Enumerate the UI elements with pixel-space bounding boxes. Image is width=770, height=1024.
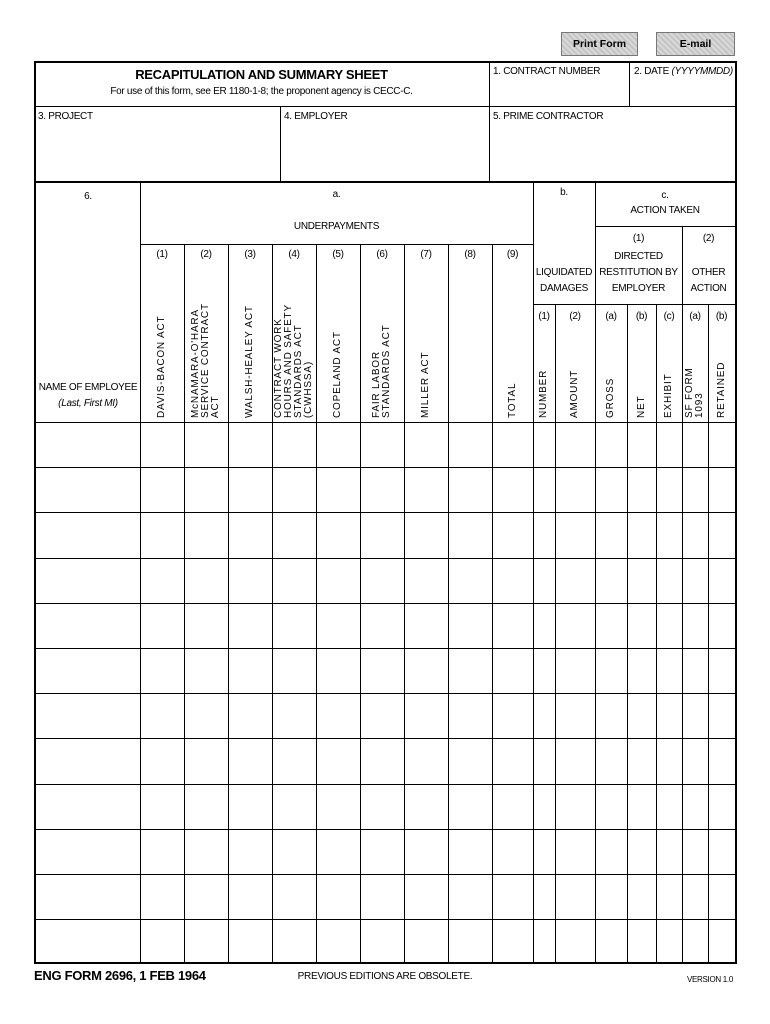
amount-field[interactable] <box>492 558 533 603</box>
rule-line <box>280 106 281 181</box>
amount-field[interactable] <box>533 829 555 874</box>
amount-field[interactable] <box>228 874 272 919</box>
employee-name-field[interactable] <box>36 919 140 964</box>
amount-field[interactable] <box>656 829 682 874</box>
email-button[interactable]: E-mail <box>656 32 735 56</box>
rule-line <box>489 61 490 182</box>
employee-name-field[interactable] <box>36 422 140 467</box>
underpayment-col-label: DAVIS-BACON ACT <box>156 315 167 418</box>
amount-field[interactable] <box>316 919 360 964</box>
amount-field[interactable] <box>404 874 448 919</box>
amount-field[interactable] <box>140 693 184 738</box>
amount-field[interactable] <box>595 512 627 557</box>
amount-field[interactable] <box>184 512 228 557</box>
amount-field[interactable] <box>595 738 627 783</box>
amount-field[interactable] <box>492 512 533 557</box>
amount-field[interactable] <box>595 693 627 738</box>
employee-name-field[interactable] <box>36 874 140 919</box>
amount-field[interactable] <box>140 784 184 829</box>
underpayments-label: UNDERPAYMENTS <box>293 221 380 232</box>
amount-field[interactable] <box>360 512 404 557</box>
amount-field[interactable] <box>682 512 708 557</box>
rule-line <box>533 304 735 305</box>
action-col-label: SF FORM 1093 <box>684 367 705 418</box>
section-6-label: 6. <box>84 191 92 202</box>
amount-field[interactable] <box>656 784 682 829</box>
name-format-label: (Last, First MI) <box>58 398 118 409</box>
amount-field[interactable] <box>360 603 404 648</box>
amount-field[interactable] <box>492 648 533 693</box>
amount-field[interactable] <box>555 422 595 467</box>
form-id: ENG FORM 2696, 1 FEB 1964 <box>34 968 206 983</box>
amount-field[interactable] <box>708 874 735 919</box>
amount-field[interactable] <box>448 784 492 829</box>
amount-field[interactable] <box>682 874 708 919</box>
amount-field[interactable] <box>316 603 360 648</box>
amount-field[interactable] <box>555 829 595 874</box>
amount-field[interactable] <box>360 829 404 874</box>
employee-name-field[interactable] <box>36 829 140 874</box>
amount-field[interactable] <box>184 874 228 919</box>
amount-field[interactable] <box>228 422 272 467</box>
other-action-num: (2) <box>702 233 715 244</box>
amount-field[interactable] <box>360 693 404 738</box>
underpayment-col-label: FAIR LABOR STANDARDS ACT <box>371 324 392 418</box>
amount-field[interactable] <box>682 467 708 512</box>
amount-field[interactable] <box>627 467 656 512</box>
employee-name-field[interactable] <box>36 467 140 512</box>
section-b-label: b. <box>560 187 568 198</box>
amount-field[interactable] <box>533 558 555 603</box>
amount-field[interactable] <box>533 784 555 829</box>
amount-field[interactable] <box>708 919 735 964</box>
underpayment-col-num: (7) <box>420 249 432 260</box>
amount-field[interactable] <box>404 919 448 964</box>
amount-field[interactable] <box>492 784 533 829</box>
amount-field[interactable] <box>708 693 735 738</box>
amount-field[interactable] <box>682 919 708 964</box>
amount-field[interactable] <box>404 693 448 738</box>
amount-field[interactable] <box>140 919 184 964</box>
print-form-button[interactable]: Print Form <box>561 32 638 56</box>
amount-field[interactable] <box>682 422 708 467</box>
amount-field[interactable] <box>595 467 627 512</box>
amount-field[interactable] <box>627 874 656 919</box>
contract-number-field[interactable] <box>491 78 629 106</box>
damages-col-num: (1) <box>538 311 550 322</box>
amount-field[interactable] <box>595 874 627 919</box>
amount-field[interactable] <box>448 874 492 919</box>
amount-field[interactable] <box>595 648 627 693</box>
action-taken-label: ACTION TAKEN <box>630 205 700 216</box>
employee-name-field[interactable] <box>36 512 140 557</box>
amount-field[interactable] <box>272 512 316 557</box>
amount-field[interactable] <box>272 558 316 603</box>
underpayment-col-label: CONTRACT WORK HOURS AND SAFETY STANDARDS ACT (CWHSSA) <box>273 304 314 418</box>
amount-field[interactable] <box>492 693 533 738</box>
amount-field[interactable] <box>140 467 184 512</box>
amount-field[interactable] <box>316 467 360 512</box>
employee-name-field[interactable] <box>36 603 140 648</box>
amount-field[interactable] <box>272 648 316 693</box>
employee-name-field[interactable] <box>36 558 140 603</box>
amount-field[interactable] <box>228 467 272 512</box>
amount-field[interactable] <box>595 784 627 829</box>
amount-field[interactable] <box>627 693 656 738</box>
amount-field[interactable] <box>627 603 656 648</box>
underpayment-col-label: COPELAND ACT <box>332 331 343 418</box>
amount-field[interactable] <box>708 422 735 467</box>
amount-field[interactable] <box>627 512 656 557</box>
amount-field[interactable] <box>140 422 184 467</box>
amount-field[interactable] <box>448 738 492 783</box>
amount-field[interactable] <box>656 467 682 512</box>
action-col-num: (a) <box>605 311 617 322</box>
amount-field[interactable] <box>682 558 708 603</box>
amount-field[interactable] <box>404 467 448 512</box>
amount-field[interactable] <box>555 603 595 648</box>
amount-field[interactable] <box>492 467 533 512</box>
amount-field[interactable] <box>360 874 404 919</box>
amount-field[interactable] <box>533 512 555 557</box>
amount-field[interactable] <box>708 648 735 693</box>
amount-field[interactable] <box>708 603 735 648</box>
amount-field[interactable] <box>228 784 272 829</box>
directed-restitution-label: DIRECTED RESTITUTION BY EMPLOYER <box>599 251 678 294</box>
amount-field[interactable] <box>228 648 272 693</box>
amount-field[interactable] <box>533 422 555 467</box>
amount-field[interactable] <box>627 738 656 783</box>
amount-field[interactable] <box>140 512 184 557</box>
amount-field[interactable] <box>627 784 656 829</box>
amount-field[interactable] <box>656 738 682 783</box>
action-col-num: (a) <box>689 311 701 322</box>
amount-field[interactable] <box>448 829 492 874</box>
amount-field[interactable] <box>360 467 404 512</box>
amount-field[interactable] <box>404 422 448 467</box>
amount-field[interactable] <box>448 512 492 557</box>
project-field[interactable] <box>36 124 279 180</box>
amount-field[interactable] <box>140 603 184 648</box>
underpayment-col-label: MILLER ACT <box>420 351 431 418</box>
amount-field[interactable] <box>316 693 360 738</box>
amount-field[interactable] <box>682 603 708 648</box>
action-col-num: (c) <box>663 311 675 322</box>
underpayment-col-label: McNAMARA-O'HARA SERVICE CONTRACT ACT <box>190 303 221 418</box>
amount-field[interactable] <box>492 919 533 964</box>
form-title: RECAPITULATION AND SUMMARY SHEET <box>135 67 388 82</box>
amount-field[interactable] <box>595 829 627 874</box>
underpayment-col-num: (2) <box>200 249 212 260</box>
amount-field[interactable] <box>448 558 492 603</box>
amount-field[interactable] <box>533 693 555 738</box>
amount-field[interactable] <box>316 648 360 693</box>
amount-field[interactable] <box>627 648 656 693</box>
action-col-num: (b) <box>635 311 648 322</box>
amount-field[interactable] <box>492 874 533 919</box>
amount-field[interactable] <box>533 738 555 783</box>
amount-field[interactable] <box>404 512 448 557</box>
amount-field[interactable] <box>555 648 595 693</box>
amount-field[interactable] <box>360 919 404 964</box>
amount-field[interactable] <box>555 467 595 512</box>
amount-field[interactable] <box>492 829 533 874</box>
underpayment-col-num: (5) <box>332 249 344 260</box>
amount-field[interactable] <box>448 603 492 648</box>
amount-field[interactable] <box>555 874 595 919</box>
underpayment-col-label: WALSH-HEALEY ACT <box>244 305 255 418</box>
amount-field[interactable] <box>627 919 656 964</box>
amount-field[interactable] <box>656 558 682 603</box>
amount-field[interactable] <box>533 467 555 512</box>
underpayment-col-num: (3) <box>244 249 256 260</box>
amount-field[interactable] <box>316 558 360 603</box>
prime-contractor-field[interactable] <box>491 124 735 180</box>
amount-field[interactable] <box>492 603 533 648</box>
amount-field[interactable] <box>656 512 682 557</box>
underpayment-col-num: (8) <box>464 249 476 260</box>
amount-field[interactable] <box>184 784 228 829</box>
amount-field[interactable] <box>448 422 492 467</box>
date-field[interactable] <box>631 78 735 106</box>
amount-field[interactable] <box>184 603 228 648</box>
action-col-num: (b) <box>715 311 728 322</box>
amount-field[interactable] <box>708 512 735 557</box>
amount-field[interactable] <box>360 784 404 829</box>
section-a-label: a. <box>332 189 341 200</box>
amount-field[interactable] <box>272 919 316 964</box>
amount-field[interactable] <box>533 874 555 919</box>
amount-field[interactable] <box>316 874 360 919</box>
date-format: (YYYYMMDD) <box>671 66 733 77</box>
amount-field[interactable] <box>656 919 682 964</box>
amount-field[interactable] <box>708 467 735 512</box>
amount-field[interactable] <box>316 738 360 783</box>
amount-field[interactable] <box>555 558 595 603</box>
project-label: 3. PROJECT <box>38 111 93 122</box>
employer-label: 4. EMPLOYER <box>284 111 348 122</box>
amount-field[interactable] <box>316 829 360 874</box>
amount-field[interactable] <box>184 422 228 467</box>
amount-field[interactable] <box>228 558 272 603</box>
amount-field[interactable] <box>682 648 708 693</box>
rule-line <box>36 106 735 107</box>
amount-field[interactable] <box>627 422 656 467</box>
amount-field[interactable] <box>228 603 272 648</box>
amount-field[interactable] <box>627 829 656 874</box>
amount-field[interactable] <box>404 648 448 693</box>
amount-field[interactable] <box>228 738 272 783</box>
underpayment-col-num: (6) <box>376 249 388 260</box>
amount-field[interactable] <box>682 784 708 829</box>
amount-field[interactable] <box>140 738 184 783</box>
damages-col-num: (2) <box>569 311 581 322</box>
underpayment-col-num: (9) <box>506 249 519 260</box>
amount-field[interactable] <box>448 648 492 693</box>
amount-field[interactable] <box>682 829 708 874</box>
rule-line <box>595 226 735 227</box>
employee-name-field[interactable] <box>36 738 140 783</box>
prime-contractor-label: 5. PRIME CONTRACTOR <box>493 111 604 122</box>
amount-field[interactable] <box>140 648 184 693</box>
amount-field[interactable] <box>555 919 595 964</box>
amount-field[interactable] <box>533 919 555 964</box>
damages-col-label: NUMBER <box>538 369 549 418</box>
amount-field[interactable] <box>140 829 184 874</box>
amount-field[interactable] <box>272 603 316 648</box>
amount-field[interactable] <box>595 422 627 467</box>
amount-field[interactable] <box>448 919 492 964</box>
date-label: 2. DATE <box>634 66 669 77</box>
amount-field[interactable] <box>682 738 708 783</box>
amount-field[interactable] <box>708 784 735 829</box>
amount-field[interactable] <box>316 784 360 829</box>
amount-field[interactable] <box>708 829 735 874</box>
amount-field[interactable] <box>184 829 228 874</box>
amount-field[interactable] <box>533 603 555 648</box>
amount-field[interactable] <box>228 829 272 874</box>
liquidated-damages-label: LIQUIDATED DAMAGES <box>535 267 593 294</box>
amount-field[interactable] <box>656 648 682 693</box>
amount-field[interactable] <box>184 738 228 783</box>
action-col-label: NET <box>635 395 647 418</box>
amount-field[interactable] <box>272 422 316 467</box>
action-col-label: RETAINED <box>715 361 727 418</box>
amount-field[interactable] <box>228 512 272 557</box>
amount-field[interactable] <box>272 784 316 829</box>
amount-field[interactable] <box>316 512 360 557</box>
amount-field[interactable] <box>228 693 272 738</box>
amount-field[interactable] <box>404 829 448 874</box>
section-c-label: c. <box>661 190 669 201</box>
amount-field[interactable] <box>627 558 656 603</box>
obsolete-notice: PREVIOUS EDITIONS ARE OBSOLETE. <box>297 971 473 982</box>
amount-field[interactable] <box>492 738 533 783</box>
amount-field[interactable] <box>656 693 682 738</box>
amount-field[interactable] <box>708 738 735 783</box>
contract-number-label: 1. CONTRACT NUMBER <box>493 66 601 77</box>
amount-field[interactable] <box>272 693 316 738</box>
amount-field[interactable] <box>140 874 184 919</box>
amount-field[interactable] <box>404 738 448 783</box>
amount-field[interactable] <box>360 738 404 783</box>
amount-field[interactable] <box>555 784 595 829</box>
amount-field[interactable] <box>448 467 492 512</box>
amount-field[interactable] <box>555 693 595 738</box>
amount-field[interactable] <box>656 422 682 467</box>
amount-field[interactable] <box>682 693 708 738</box>
underpayment-col-num: (4) <box>288 249 300 260</box>
name-of-employee-label: NAME OF EMPLOYEE <box>38 382 138 393</box>
amount-field[interactable] <box>360 558 404 603</box>
amount-field[interactable] <box>184 467 228 512</box>
amount-field[interactable] <box>272 829 316 874</box>
version-label: VERSION 1.0 <box>686 975 733 984</box>
amount-field[interactable] <box>555 512 595 557</box>
amount-field[interactable] <box>140 558 184 603</box>
amount-field[interactable] <box>595 558 627 603</box>
amount-field[interactable] <box>184 648 228 693</box>
amount-field[interactable] <box>272 738 316 783</box>
amount-field[interactable] <box>404 603 448 648</box>
amount-field[interactable] <box>184 558 228 603</box>
amount-field[interactable] <box>272 467 316 512</box>
amount-field[interactable] <box>228 919 272 964</box>
employer-field[interactable] <box>282 124 488 180</box>
damages-col-label: AMOUNT <box>569 369 580 418</box>
rule-line <box>140 244 533 245</box>
amount-field[interactable] <box>533 648 555 693</box>
amount-field[interactable] <box>360 648 404 693</box>
amount-field[interactable] <box>184 919 228 964</box>
amount-field[interactable] <box>595 919 627 964</box>
amount-field[interactable] <box>448 693 492 738</box>
underpayment-col-label: TOTAL <box>506 382 518 418</box>
amount-field[interactable] <box>708 558 735 603</box>
amount-field[interactable] <box>555 738 595 783</box>
employee-name-field[interactable] <box>36 693 140 738</box>
amount-field[interactable] <box>656 603 682 648</box>
amount-field[interactable] <box>360 422 404 467</box>
employee-name-field[interactable] <box>36 784 140 829</box>
form-subtitle: For use of this form, see ER 1180-1-8; the proponent agency is CECC-C. <box>110 86 413 97</box>
amount-field[interactable] <box>595 603 627 648</box>
employee-name-field[interactable] <box>36 648 140 693</box>
amount-field[interactable] <box>404 784 448 829</box>
amount-field[interactable] <box>316 422 360 467</box>
amount-field[interactable] <box>184 693 228 738</box>
amount-field[interactable] <box>492 422 533 467</box>
other-action-label: OTHER ACTION <box>690 267 727 294</box>
amount-field[interactable] <box>656 874 682 919</box>
amount-field[interactable] <box>404 558 448 603</box>
amount-field[interactable] <box>272 874 316 919</box>
underpayment-col-num: (1) <box>156 249 168 260</box>
directed-num: (1) <box>632 233 645 244</box>
action-col-label: EXHIBIT <box>663 373 674 418</box>
date-label-group <box>634 66 733 77</box>
rule-line <box>629 61 630 106</box>
action-col-label: GROSS <box>605 377 616 418</box>
